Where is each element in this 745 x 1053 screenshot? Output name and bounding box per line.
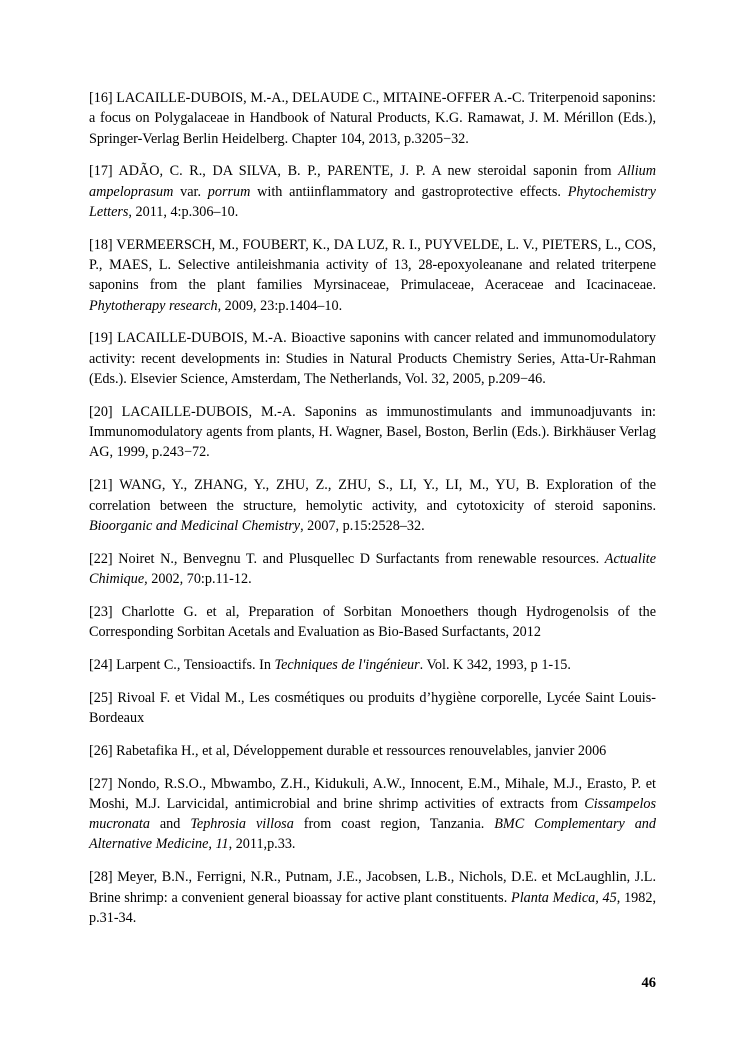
reference-text-segment: and — [149, 816, 191, 833]
reference-ref-26 — [89, 741, 656, 761]
reference-italic-segment: Tephrosia villosa — [190, 816, 294, 833]
reference-text-segment: [16] LACAILLE-DUBOIS, M.-A., DELAUDE C., MITAINE-OFFER A.-C. Triterpenoid saponins: a focus on Polygalaceae in Handbook of Natural Products, K.G. Ramawat, J. M. Mérillon (Eds.), Springer-Verlag Berlin Heidelberg. Chapter 104, 2013, p.3205−32. — [89, 90, 656, 147]
reference-italic-segment: Cissampelos mucronata — [89, 795, 656, 833]
reference-text-segment: [26] Rabetafika H., et al, Développement durable et ressources renouvelables, janvier 2006 — [89, 742, 607, 759]
reference-italic-segment: , — [179, 570, 184, 587]
reference-text-segment: , 2011,p.33. — [228, 836, 296, 853]
reference-text-segment: var. — [173, 183, 208, 200]
reference-italic-segment: Phytochemistry Letters — [89, 183, 656, 220]
reference-text-segment: [21] WANG, Y., ZHANG, Y., ZHU, Z., ZHU, S., LI, Y., LI, M., YU, B. Exploration of the correlation between the structure, hemolytic activity, and cytotoxicity of steroid saponins. — [89, 477, 656, 514]
reference-ref-17 — [89, 161, 656, 222]
reference-italic-segment: porrum — [207, 183, 251, 200]
reference-ref-25 — [89, 688, 656, 729]
reference-text-segment: [25] Rivoal F. et Vidal M., Les cosmétiques ou produits d’hygiène corporelle, Lycée Saint Louis-Bordeaux — [89, 689, 656, 726]
reference-text-segment: from coast region, Tanzania. — [293, 816, 495, 833]
reference-ref-24 — [89, 655, 656, 675]
reference-ref-22 — [89, 549, 656, 590]
reference-italic-segment: Bioorganic and Medicinal Chemistry — [89, 517, 301, 534]
reference-text-segment: [23] Charlotte G. et al, Preparation of Sorbitan Monoethers though Hydrogenolsis of the Corresponding Sorbitan Acetals and Evaluation as Bio-Based Surfactants, 2012 — [89, 603, 656, 641]
reference-text-segment: , 2007, p.15:2528–32. — [300, 517, 425, 534]
reference-text-segment: 2002 — [147, 570, 180, 587]
reference-text-segment: , 2009, 23:p.1404–10. — [217, 297, 343, 314]
reference-text-segment: [28] Meyer, B.N., Ferrigni, N.R., Putnam, J.E., Jacobsen, L.B., Nichols, D.E. et McLaughlin, J.L. Brine shrimp: a convenient general bioassay for active plant constituents. — [89, 869, 656, 906]
reference-text-segment: , 1982, p.31-34. — [89, 889, 657, 926]
page-number: 46 — [641, 975, 656, 991]
reference-text-segment: [22] Noiret N., Benvegnu T. and Plusquellec D Surfactants from renewable resources. — [89, 550, 605, 567]
reference-italic-segment: Planta Medica, 45 — [511, 889, 617, 906]
reference-text-segment: [27] Nondo, R.S.O., Mbwambo, Z.H., Kidukuli, A.W., Innocent, E.M., Mihale, M.J., Erasto, P. et Moshi, M.J. Larvicidal, antimicrobial and brine shrimp activities of extracts from — [89, 775, 656, 812]
reference-italic-segment: Allium ampeloprasum — [89, 163, 656, 200]
reference-text-segment: [17] ADÃO, C. R., DA SILVA, B. P., PARENTE, J. P. A new steroidal saponin from — [89, 163, 619, 180]
reference-text-segment: [24] Larpent C., Tensioactifs. In — [89, 656, 275, 673]
reference-ref-19 — [89, 328, 656, 389]
reference-ref-28 — [89, 867, 656, 928]
reference-text-segment: . Vol. K 342, 1993, p 1-15. — [419, 656, 571, 673]
reference-ref-21 — [89, 475, 656, 536]
reference-ref-20 — [89, 402, 656, 463]
reference-italic-segment: Phytotherapy research — [89, 297, 218, 314]
reference-text-segment: 70:p.11-12. — [183, 570, 252, 587]
reference-italic-segment: BMC Complementary and Alternative Medicine, 11 — [89, 816, 656, 853]
reference-text-segment: [20] LACAILLE-DUBOIS, M.-A. Saponins as immunostimulants and immunoadjuvants in: Immunomodulatory agents from plants, H. Wagner, Basel, Boston, Berlin (Eds.). Birkhäuser Verlag AG, 1999, p.243−72. — [89, 403, 656, 461]
reference-text-segment: , 2011, 4:p.306–10. — [128, 203, 239, 220]
reference-ref-16 — [89, 88, 656, 149]
reference-text-segment: [19] LACAILLE-DUBOIS, M.-A. Bioactive saponins with cancer related and immunomodulatory activity: recent developments in: Studies in Natural Products Chemistry Series, Atta-Ur-Rahman (Eds.). Elsevier Science, Amsterdam, The Netherlands, Vol. 32, 2005, p.209−46. — [89, 330, 656, 388]
reference-ref-23 — [89, 602, 656, 643]
reference-ref-27 — [89, 774, 656, 855]
reference-italic-segment: Actualite Chimique, — [89, 550, 656, 587]
reference-italic-segment: Techniques de l'ingénieur — [274, 656, 420, 673]
reference-list — [89, 88, 656, 941]
reference-text-segment: [18] VERMEERSCH, M., FOUBERT, K., DA LUZ, R. I., PUYVELDE, L. V., PIETERS, L., COS, P., MAES, L. Selective antileishmania activity of 13, 28-epoxyoleanane and related triterpene saponins from the plant families Myrsinaceae, Primulaceae, Aceraceae and Icacinaceae. — [89, 236, 656, 294]
reference-text-segment: with antiinflammatory and gastroprotective effects. — [250, 183, 568, 200]
reference-ref-18 — [89, 235, 656, 316]
